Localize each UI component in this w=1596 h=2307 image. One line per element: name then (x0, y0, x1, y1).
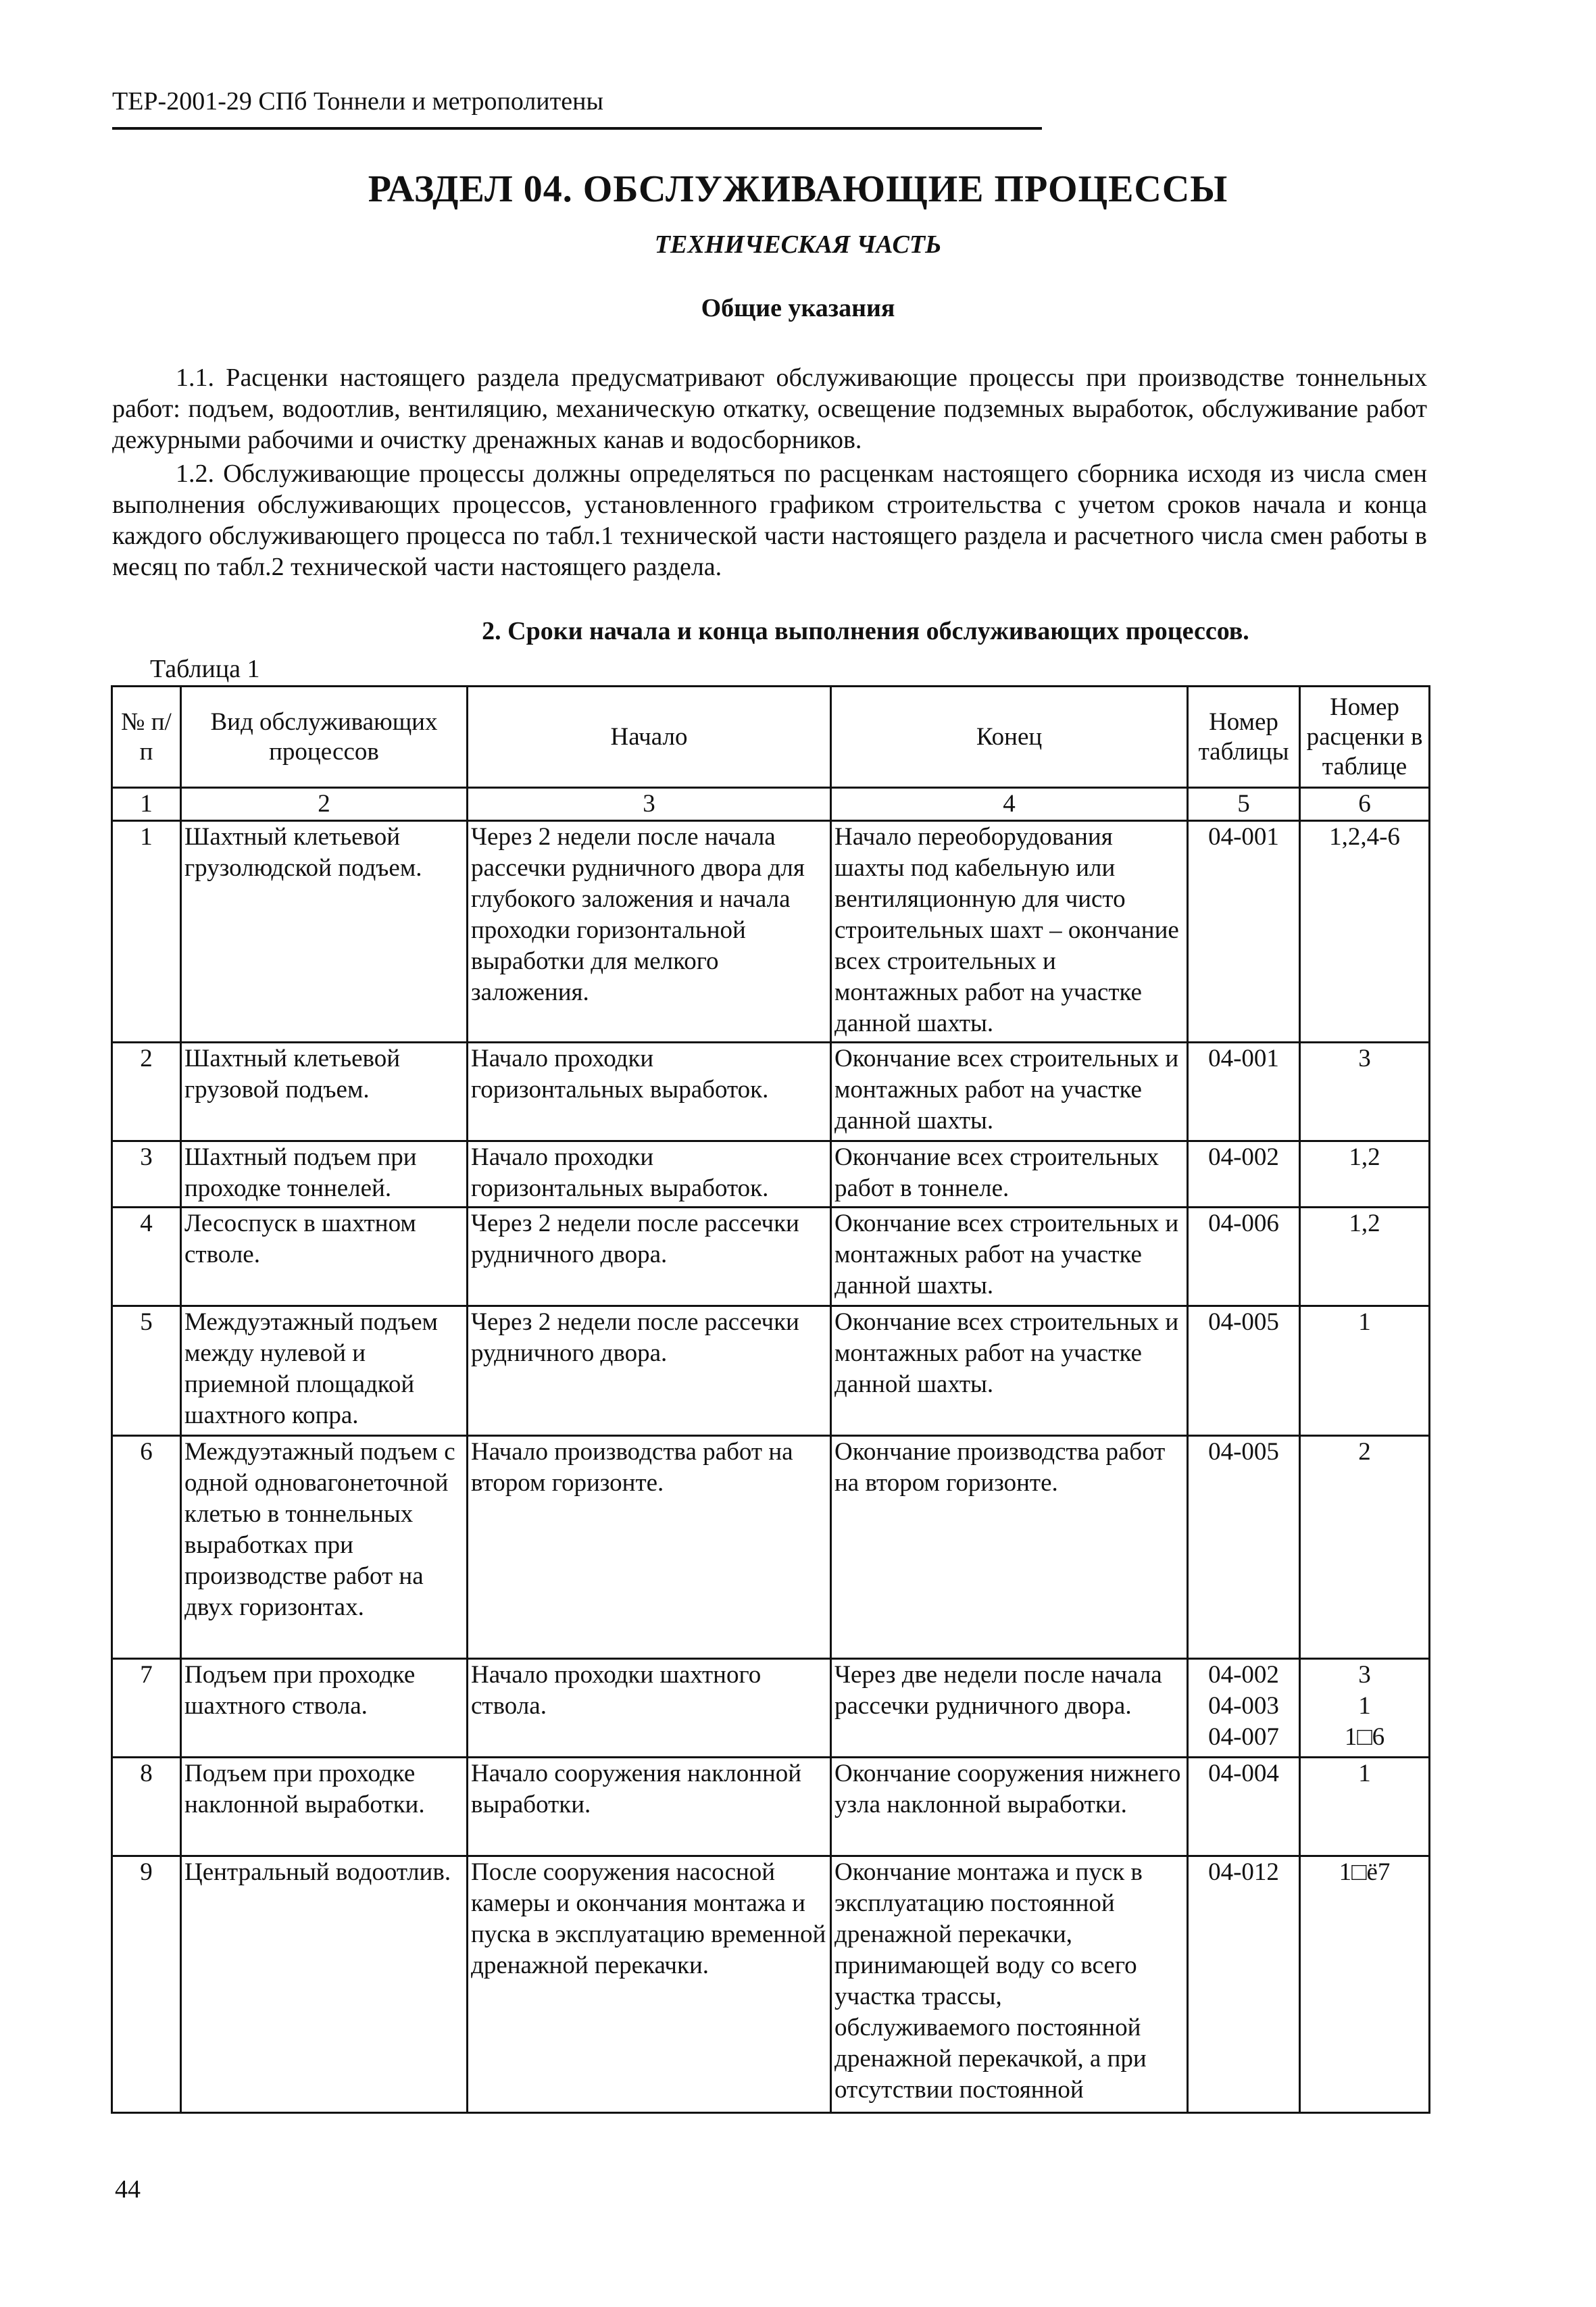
row-start: Через 2 недели после рассечки рудничного двора. (468, 1306, 831, 1436)
row-num: 3 (112, 1141, 181, 1208)
row-kind: Шахтный клетьевой грузовой подъем. (181, 1043, 468, 1141)
row-rate-no: 1,2 (1300, 1208, 1430, 1306)
row-end: Окончание монтажа и пуск в эксплуатацию постоянной дренажной перекачки, принимающей воду со всего участка трассы, обслуживаемого постоянной дренажной перекачкой, а при отсутствии постоянной (831, 1856, 1188, 2113)
column-number: 5 (1188, 788, 1300, 821)
table-no-line: 04-007 (1208, 1723, 1279, 1751)
paragraph-1-2: 1.2. Обслуживающие процессы должны определяться по расценкам настоящего сборника исходя из числа смен выполнения обслуживающих процессов, установленного графиком строительства с учетом сроков начала и конца каждого обслуживающего процесса по табл.1 технической части настоящего раздела и расчетного числа смен работы в месяц по табл.2 технической части настоящего раздела. (112, 460, 1427, 581)
row-kind: Междуэтажный подъем между нулевой и приемной площадкой шахтного копра. (181, 1306, 468, 1436)
row-kind: Лесоспуск в шахтном стволе. (181, 1208, 468, 1306)
table-row (112, 1141, 1430, 1208)
paragraph-1-1: 1.1. Расценки настоящего раздела предусматривают обслуживающие процессы при производстве тоннельных работ: подъем, водоотлив, вентиляцию, механическую откатку, освещение подземных выработок, обслуживание работ дежурными рабочими и очистку дренажных канав и водосборников. (112, 364, 1427, 454)
table-row (112, 1436, 1430, 1659)
row-kind: Подъем при проходке шахтного ствола. (181, 1659, 468, 1758)
col-header-kind: Вид обслуживающих процессов (181, 687, 468, 788)
row-num: 4 (112, 1208, 181, 1306)
column-number-row (112, 788, 1430, 821)
row-num: 6 (112, 1436, 181, 1659)
section-subtitle: ТЕХНИЧЕСКАЯ ЧАСТЬ (654, 230, 942, 259)
row-start: Начало проходки шахтного ствола. (468, 1659, 831, 1758)
col-header-start: Начало (468, 687, 831, 788)
table-row (112, 1856, 1430, 2113)
table-no-line: 04-003 (1208, 1692, 1279, 1720)
row-rate-no: 3 (1300, 1043, 1430, 1141)
row-end: Окончание всех строительных и монтажных работ на участке данной шахты. (831, 1306, 1188, 1436)
row-start: Начало проходки горизонтальных выработок. (468, 1043, 831, 1141)
row-rate-no: 1 (1300, 1306, 1430, 1436)
row-kind: Междуэтажный подъем с одной одновагонеточной клетью в тоннельных выработках при производстве работ на двух горизонтах. (181, 1436, 468, 1659)
row-end: Через две недели после начала рассечки рудничного двора. (831, 1659, 1188, 1758)
row-start: Начало проходки горизонтальных выработок. (468, 1141, 831, 1208)
table-row (112, 1043, 1430, 1141)
running-header: ТЕР-2001-29 СПб Тоннели и метрополитены (112, 87, 603, 116)
row-rate-no: 2 (1300, 1436, 1430, 1659)
row-table-no: 04-005 (1188, 1436, 1300, 1659)
column-number: 3 (468, 788, 831, 821)
rate-no-line: 3 (1358, 1661, 1371, 1689)
table-row (112, 1758, 1430, 1856)
row-rate-no: 1,2 (1300, 1141, 1430, 1208)
col-header-table-no: Номер таблицы (1188, 687, 1300, 788)
row-start: Через 2 недели после рассечки рудничного двора. (468, 1208, 831, 1306)
row-start: Начало сооружения наклонной выработки. (468, 1758, 831, 1856)
row-num: 2 (112, 1043, 181, 1141)
table-label: Таблица 1 (150, 655, 260, 683)
row-start: Начало производства работ на втором горизонте. (468, 1436, 831, 1659)
row-table-no (1188, 1659, 1300, 1758)
rate-no-line: 1□6 (1344, 1723, 1385, 1751)
header-divider (112, 127, 1042, 130)
row-table-no: 04-004 (1188, 1758, 1300, 1856)
table-heading: 2. Сроки начала и конца выполнения обслуживающих процессов. (482, 617, 1249, 645)
row-table-no: 04-005 (1188, 1306, 1300, 1436)
row-start: После сооружения насосной камеры и окончания монтажа и пуска в эксплуатацию временной дренажной перекачки. (468, 1856, 831, 2113)
table-no-line: 04-002 (1208, 1661, 1279, 1689)
row-table-no: 04-006 (1188, 1208, 1300, 1306)
row-end: Окончание производства работ на втором горизонте. (831, 1436, 1188, 1659)
row-num: 5 (112, 1306, 181, 1436)
column-number: 2 (181, 788, 468, 821)
row-num: 1 (112, 821, 181, 1043)
row-rate-no (1300, 1659, 1430, 1758)
row-kind: Шахтный клетьевой грузолюдской подъем. (181, 821, 468, 1043)
col-header-end: Конец (831, 687, 1188, 788)
row-end: Окончание всех строительных и монтажных работ на участке данной шахты. (831, 1043, 1188, 1141)
rate-no-line: 1 (1358, 1692, 1371, 1720)
page-number: 44 (115, 2175, 141, 2204)
table-row (112, 1306, 1430, 1436)
row-num: 8 (112, 1758, 181, 1856)
row-num: 9 (112, 1856, 181, 2113)
table-row (112, 1659, 1430, 1758)
table-header-row (112, 687, 1430, 788)
row-kind: Центральный водоотлив. (181, 1856, 468, 2113)
column-number: 1 (112, 788, 181, 821)
general-heading: Общие указания (701, 294, 895, 322)
row-rate-no: 1□ё7 (1300, 1856, 1430, 2113)
column-number: 4 (831, 788, 1188, 821)
row-kind: Шахтный подъем при проходке тоннелей. (181, 1141, 468, 1208)
col-header-num: № п/п (112, 687, 181, 788)
column-number: 6 (1300, 788, 1430, 821)
section-title: РАЗДЕЛ 04. ОБСЛУЖИВАЮЩИЕ ПРОЦЕССЫ (368, 168, 1228, 210)
row-rate-no: 1 (1300, 1758, 1430, 1856)
row-end: Окончание всех строительных работ в тоннеле. (831, 1141, 1188, 1208)
row-num: 7 (112, 1659, 181, 1758)
table-row (112, 821, 1430, 1043)
row-end: Окончание всех строительных и монтажных работ на участке данной шахты. (831, 1208, 1188, 1306)
row-table-no: 04-002 (1188, 1141, 1300, 1208)
processes-table (111, 685, 1430, 2114)
row-table-no: 04-012 (1188, 1856, 1300, 2113)
col-header-rate-no: Номер расценки в таблице (1300, 687, 1430, 788)
row-rate-no: 1,2,4-6 (1300, 821, 1430, 1043)
row-start: Через 2 недели после начала рассечки рудничного двора для глубокого заложения и начала проходки горизонтальной выработки для мелкого заложения. (468, 821, 831, 1043)
row-end: Начало переоборудования шахты под кабельную или вентиляционную для чисто строительных шахт – окончание всех строительных и монтажных работ на участке данной шахты. (831, 821, 1188, 1043)
row-table-no: 04-001 (1188, 1043, 1300, 1141)
row-end: Окончание сооружения нижнего узла наклонной выработки. (831, 1758, 1188, 1856)
table-row (112, 1208, 1430, 1306)
row-kind: Подъем при проходке наклонной выработки. (181, 1758, 468, 1856)
row-table-no: 04-001 (1188, 821, 1300, 1043)
